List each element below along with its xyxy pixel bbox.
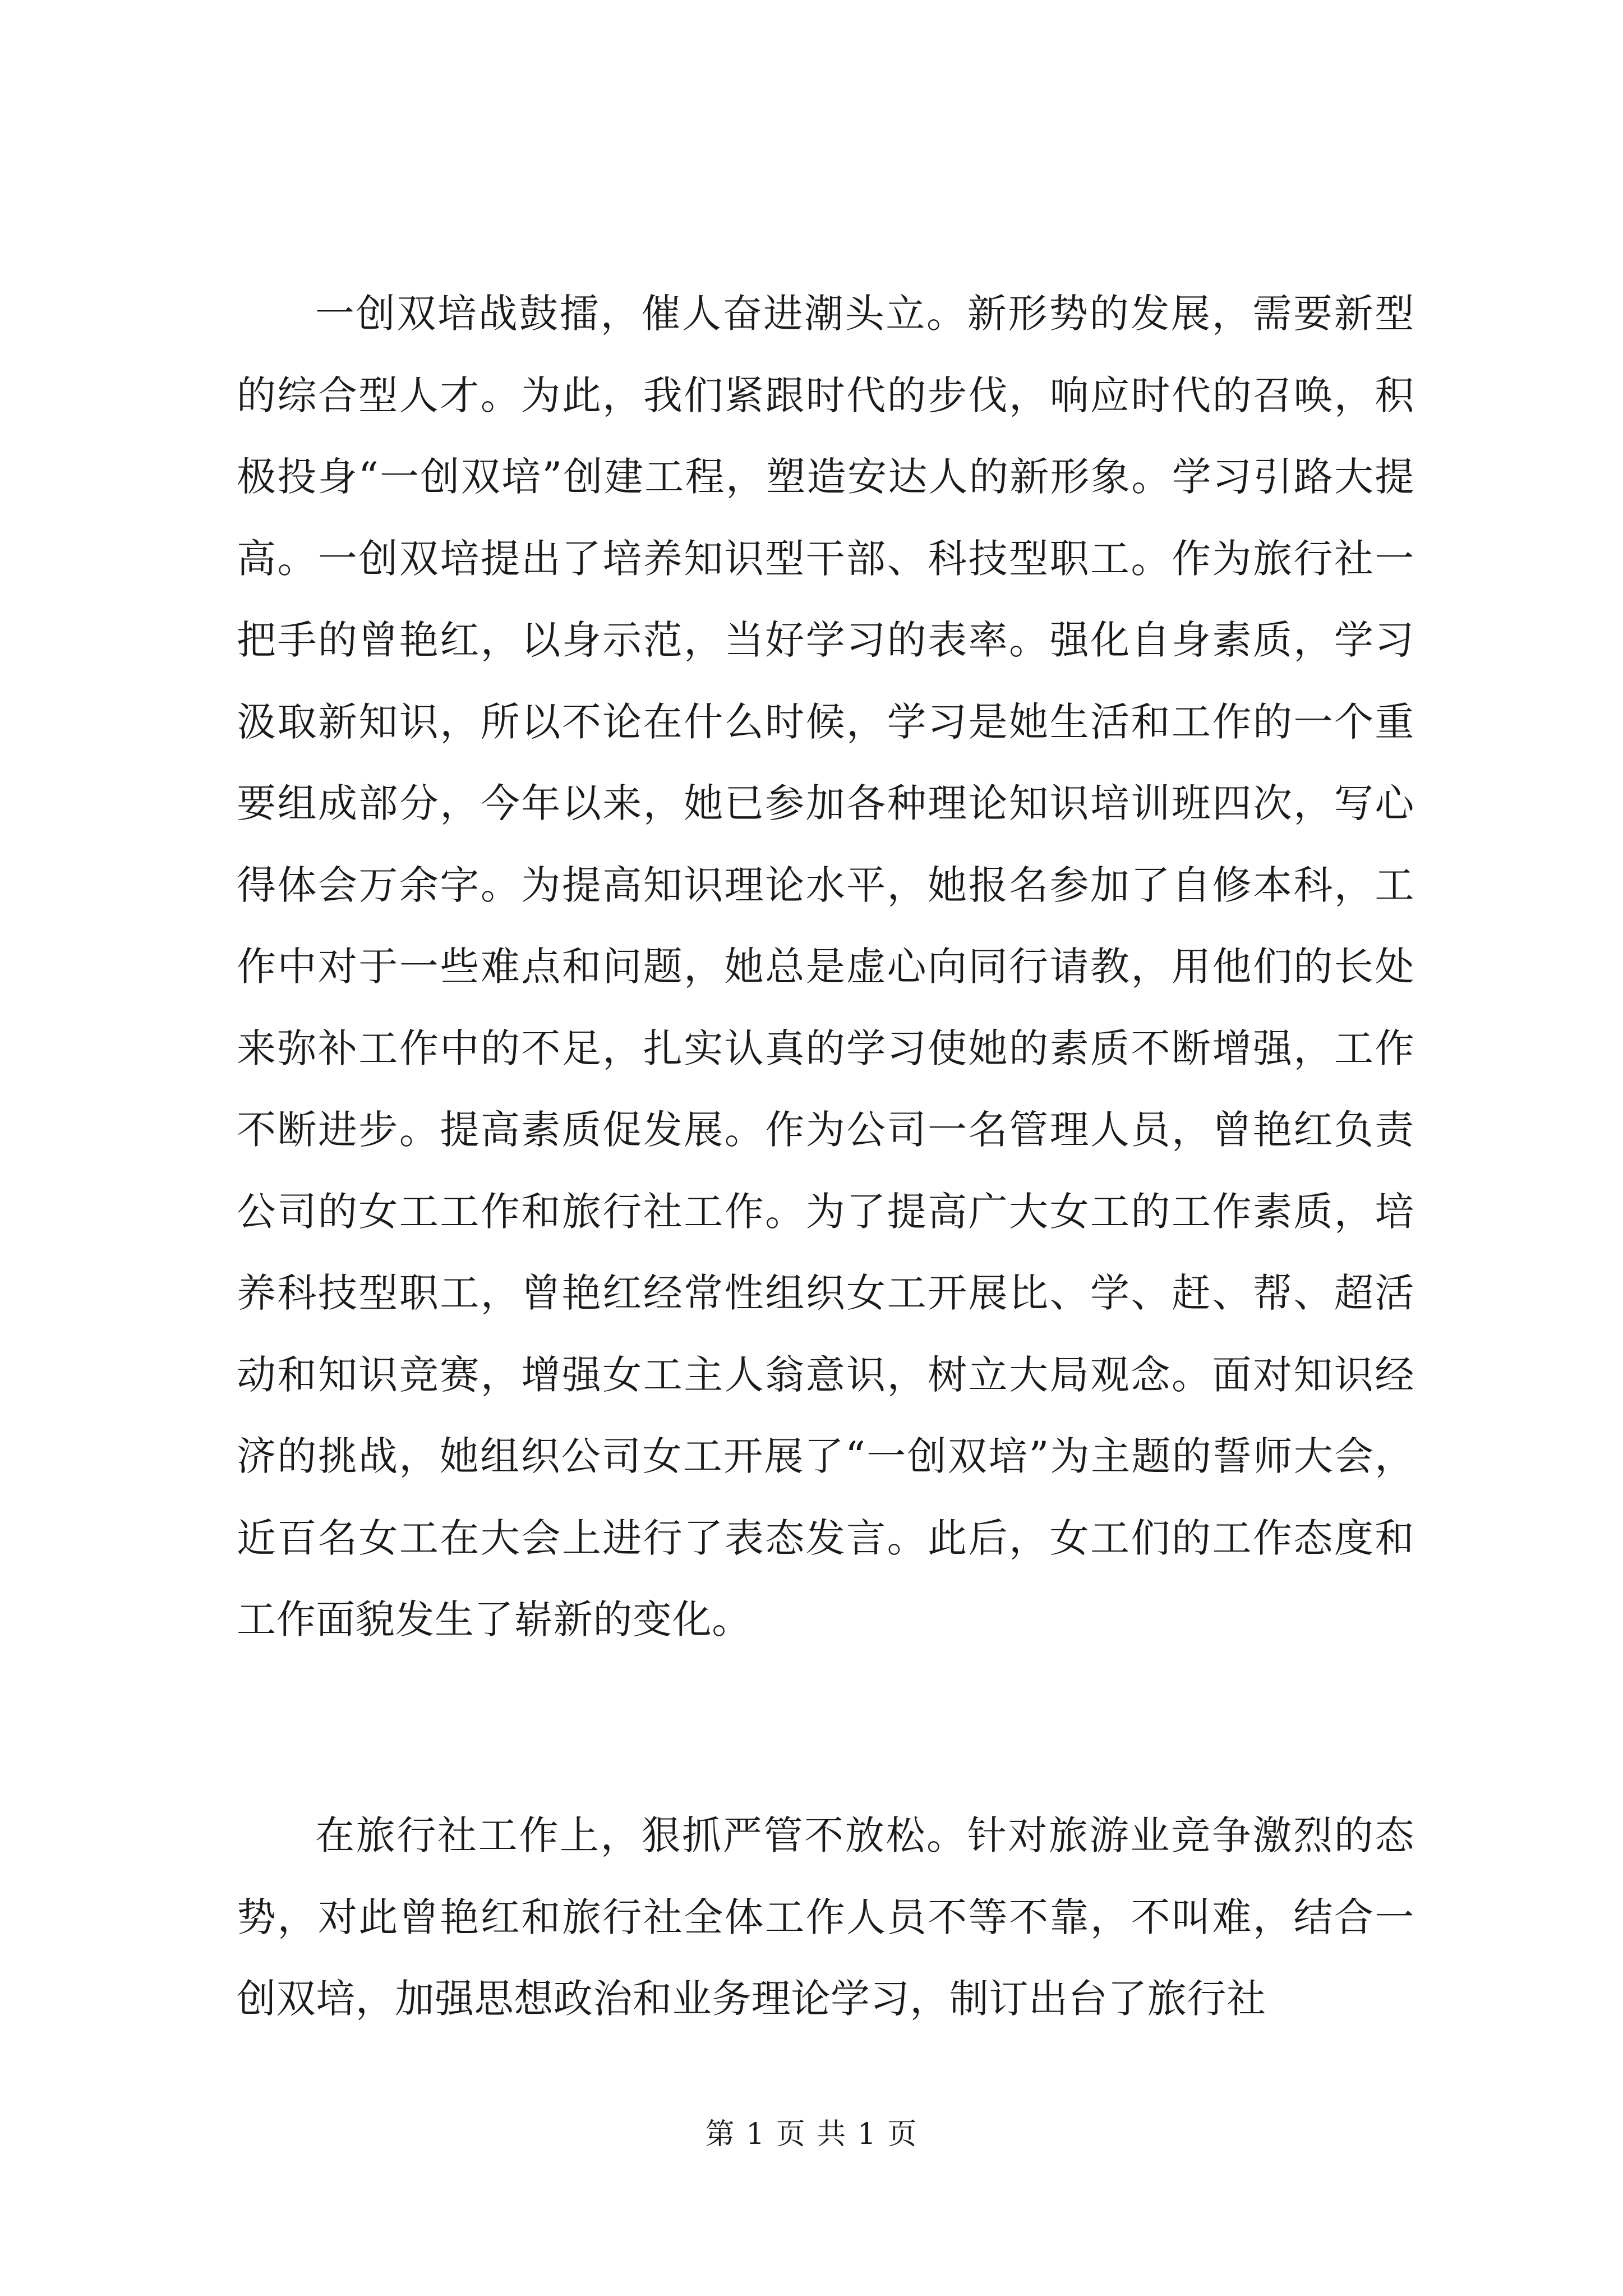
page-number-footer: 第 1 页 共 1 页 <box>705 2118 918 2151</box>
body-paragraph-2: 在旅行社工作上，狠抓严管不放松。针对旅游业竞争激烈的态势，对此曾艳红和旅行社全体工作人员不等不靠，不叫难，结合一创双培，加强思想政治和业务理论学习，制订出台了旅行社 <box>237 1812 1414 2022</box>
body-paragraph-1: 一创双培战鼓擂，催人奋进潮头立。新形势的发展，需要新型的综合型人才。为此，我们紧跟时代的步伐，响应时代的召唤，积极投身“一创双培”创建工程，塑造安达人的新形象。学习引路大提高。一创双培提出了培养知识型干部、科技型职工。作为旅行社一把手的曾艳红，以身示范，当好学习的表率。强化自身素质，学习汲取新知识，所以不论在什么时候，学习是她生活和工作的一个重要组成部分，今年以来，她已参加各种理论知识培训班四次，写心得体会万余字。为提高知识理论水平，她报名参加了自修本科，工作中对于一些难点和问题，她总是虚心向同行请教，用他们的长处来弥补工作中的不足，扎实认真的学习使她的素质不断增强，工作不断进步。提高素质促发展。作为公司一名管理人员，曾艳红负责公司的女工工作和旅行社工作。为了提高广大女工的工作素质，培养科技型职工，曾艳红经常性组织女工开展比、学、赶、帮、超活动和知识竞赛，增强女工主人翁意识，树立大局观念。面对知识经济的挑战，她组织公司女工开展了“一创双培”为主题的誓师大会，近百名女工在大会上进行了表态发言。此后，女工们的工作态度和工作面貌发生了崭新的变化。 <box>237 291 1414 1642</box>
